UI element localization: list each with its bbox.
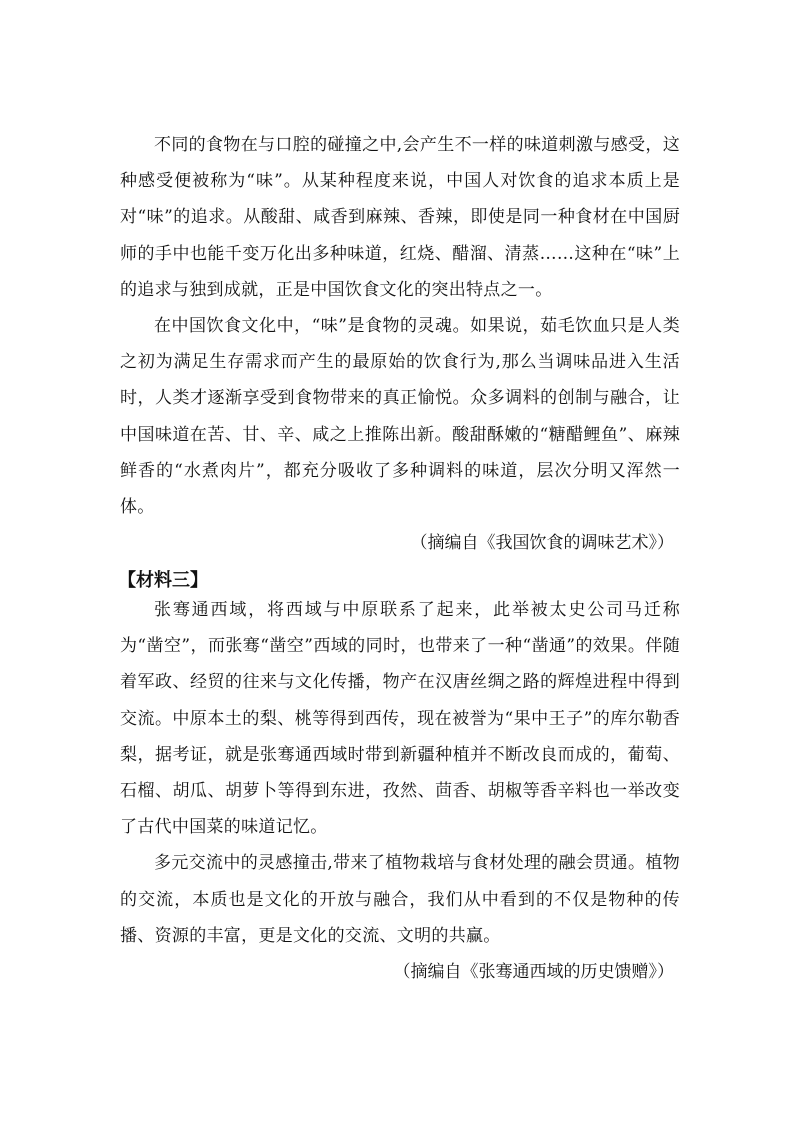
paragraph-taste-perception: 不同的食物在与口腔的碰撞之中,会产生不一样的味道刺激与感受，这种感受便被称为“味”。从某种程度来说，中国人对饮食的追求本质上是对“味”的追求。从酸甜、咸香到麻辣、香辣，即使是同一种食材在中国厨师的手中也能千变万化出多种味道，红烧、醋溜、清蒸……这种在“味”上的追求与独到成就，正是中国饮食文化的突出特点之一。 (120, 135, 680, 300)
source-citation: （摘编自《我国饮食的调味艺术》） (410, 533, 674, 554)
paragraph-taste-soul: 在中国饮食文化中，“味”是食物的灵魂。如果说，茹毛饮血只是人类之初为满足生存需求而产生的最原始的饮食行为,那么当调味品进入生活时，人类才逐渐享受到食物带来的真正愉悦。众多调料的创制与融合，让中国味道在苦、甘、辛、咸之上推陈出新。酸甜酥嫩的“糖醋鲤鱼”、麻辣鲜香的“水煮肉片”，都充分吸收了多种调料的味道，层次分明又浑然一体。 (120, 316, 680, 518)
source-citation: （摘编自《张骞通西域的历史馈赠》） (393, 962, 674, 983)
paragraph-zhang-qian: 张骞通西域，将西域与中原联系了起来，此举被太史公司马迁称为“凿空”，而张骞“凿空”西域的同时，也带来了一种“凿通”的效果。伴随着军政、经贸的往来与文化传播，物产在汉唐丝绸之路的辉煌进程中得到交流。中原本土的梨、桃等得到西传，现在被誉为“果中王子”的库尔勒香梨，据考证，就是张骞通西域时带到新疆种植并不断改良而成的，葡萄、石榴、胡瓜、胡萝卜等得到东进，孜然、茴香、胡椒等香辛料也一举改变了古代中国菜的味道记忆。 (120, 600, 680, 838)
material-three-body (120, 592, 680, 990)
material-two-body (120, 127, 680, 561)
material-three-heading: 【材料三】 (118, 570, 208, 591)
paragraph-cultural-exchange: 多元交流中的灵感撞击,带来了植物栽培与食材处理的融会贯通。植物的交流，本质也是文化的开放与融合，我们从中看到的不仅是物种的传播、资源的丰富，更是文化的交流、文明的共赢。 (120, 853, 680, 946)
